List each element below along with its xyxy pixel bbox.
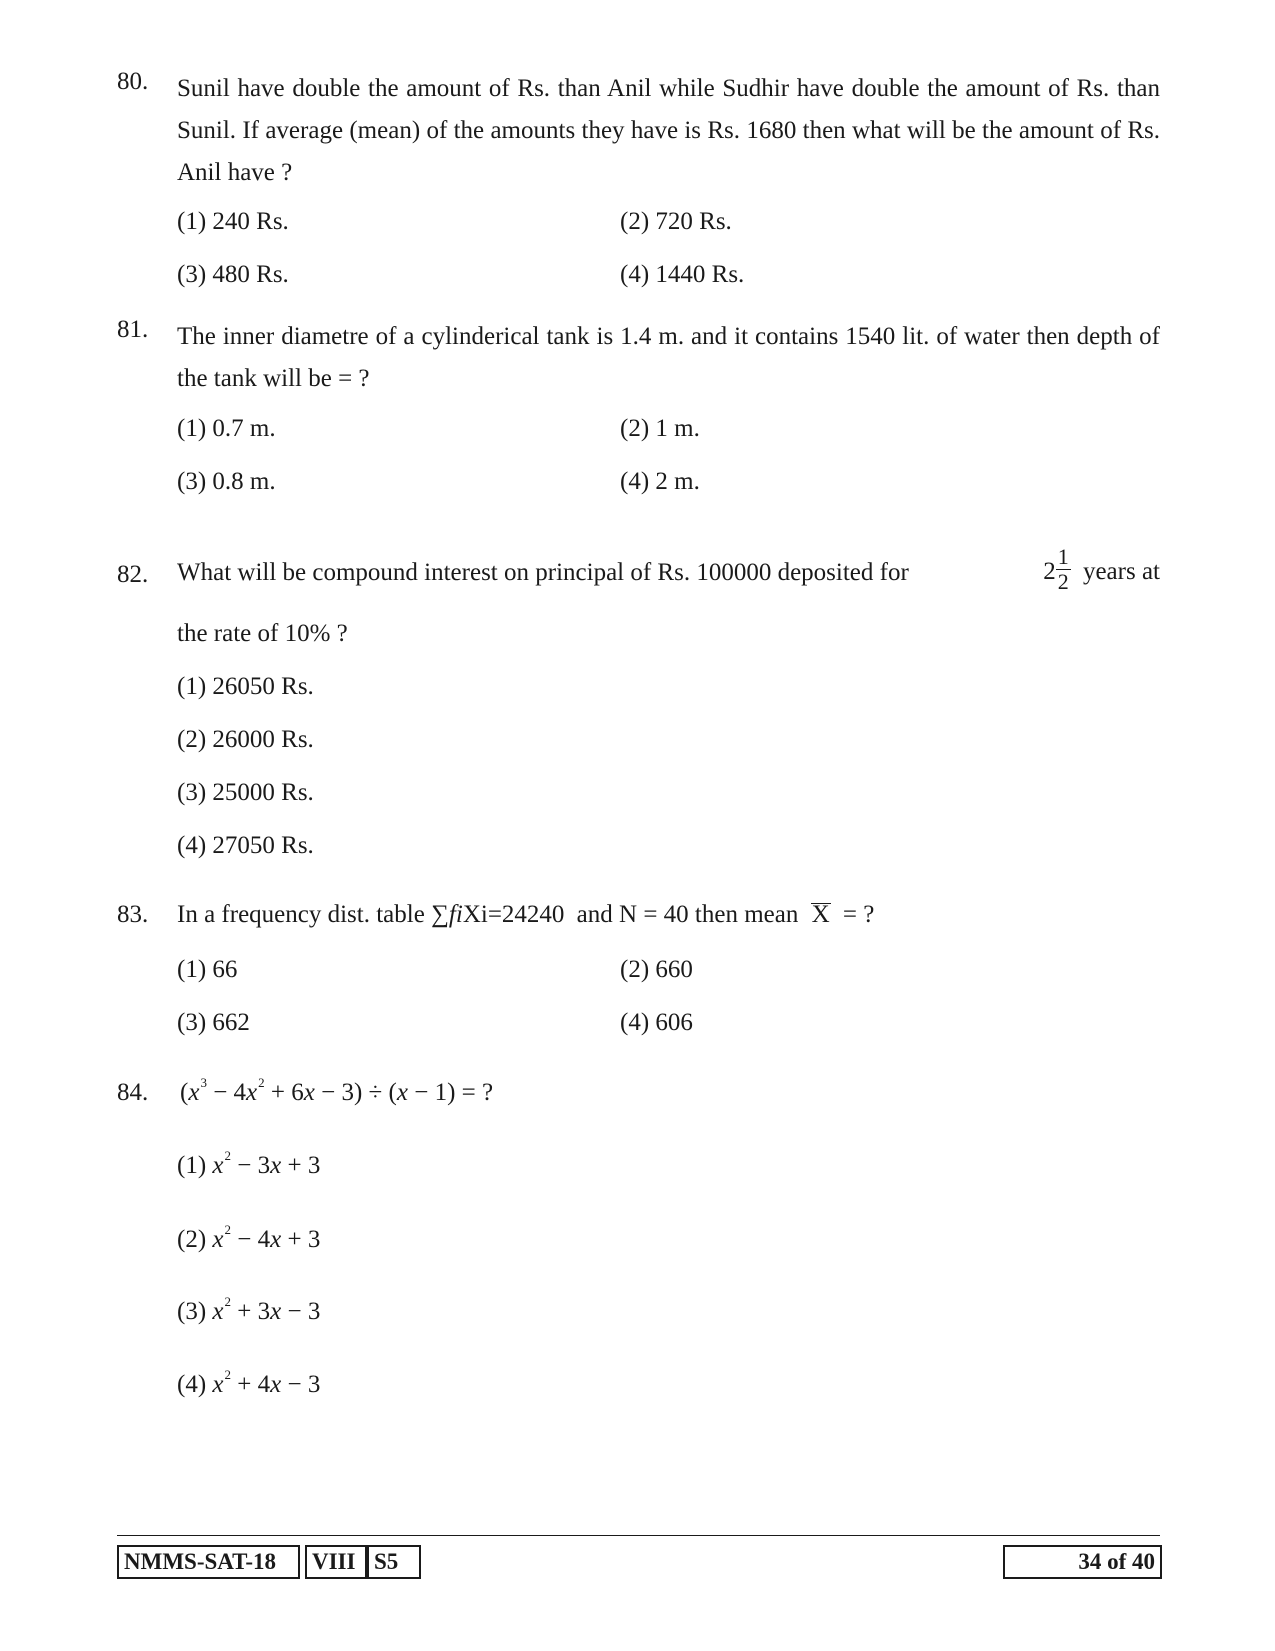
q82-text-after: years at (1082, 557, 1160, 585)
q81-option-1: (1) 0.7 m. (177, 415, 276, 442)
question-81-text: The inner diametre of a cylinderical tank is 1.4 m. and it contains 1540 lit. of water then depth of the tank will be = ? (177, 323, 1160, 392)
question-83-number: 83. (117, 901, 149, 928)
q83-text-c: = ? (842, 901, 875, 928)
q84-option-3: (3) $x^2 + 3x - 3$ (177, 1294, 321, 1325)
q82-frac-denominator: 2 (1057, 568, 1069, 594)
q80-option-4: (4) 1440 Rs. (620, 261, 745, 288)
q84-option-2: (2) $x^2 - 4x + 3$ (177, 1222, 321, 1253)
q82-option-2: (2) 26000 Rs. (177, 726, 314, 753)
q83-text-a: In a frequency dist. table (177, 901, 425, 928)
q82-duration (1043, 543, 1160, 598)
question-80-number: 80. (117, 68, 149, 95)
q84-option-4: (4) $x^2 + 4x - 3$ (177, 1367, 321, 1398)
footer-exam-code: NMMS-SAT-18 (117, 1545, 300, 1579)
question-84-number: 84. (117, 1079, 149, 1106)
question-81-number: 81. (117, 316, 149, 343)
q82-option-1: (1) 26050 Rs. (177, 673, 314, 700)
q81-option-4: (4) 2 m. (620, 468, 700, 495)
q83-sum-value: Xi=24240 (462, 901, 565, 928)
q81-option-2: (2) 1 m. (620, 415, 700, 442)
q83-fi: fi (448, 901, 463, 928)
footer-grade: VIII (305, 1545, 367, 1579)
question-82-line-1 (177, 540, 1160, 606)
q82-frac-numerator: 1 (1057, 543, 1069, 569)
question-80-text: Sunil have double the amount of Rs. than Anil while Sudhir have double the amount of Rs. than Sunil. If average (mean) of the amounts they have is Rs. 1680 then what will be the amount of Rs. Anil have ? (177, 75, 1160, 186)
q83-option-3: (3) 662 (177, 1009, 250, 1036)
q84-option-1: (1) $x^2 - 3x + 3$ (177, 1148, 321, 1179)
question-83-text (177, 901, 874, 929)
q82-whole: 2 (1043, 557, 1056, 585)
q83-text-b: and N = 40 then mean (576, 901, 799, 928)
q80-option-3: (3) 480 Rs. (177, 261, 289, 288)
q84-expression: $(x^3 - 4x^2 + 6x - 3) \div (x - 1)$ = ? (180, 1075, 494, 1106)
q82-fraction (1056, 545, 1071, 594)
question-82-number: 82. (117, 561, 149, 588)
footer-divider (117, 1535, 1160, 1536)
q82-text-before: What will be compound interest on principal of Rs. 100000 deposited for (177, 559, 909, 586)
q82-option-3: (3) 25000 Rs. (177, 779, 314, 806)
question-82-line-2: the rate of 10% ? (177, 620, 348, 647)
footer-page-number: 34 of 40 (1003, 1545, 1162, 1579)
q82-option-4: (4) 27050 Rs. (177, 832, 314, 859)
q83-option-2: (2) 660 (620, 956, 693, 983)
q81-option-3: (3) 0.8 m. (177, 468, 276, 495)
q80-option-1: (1) 240 Rs. (177, 208, 289, 235)
q83-xbar: X (811, 901, 830, 928)
q80-option-2: (2) 720 Rs. (620, 208, 732, 235)
sigma-symbol: ∑ (431, 901, 449, 928)
footer-set: S5 (367, 1545, 421, 1579)
q83-option-4: (4) 606 (620, 1009, 693, 1036)
q83-option-1: (1) 66 (177, 956, 238, 983)
